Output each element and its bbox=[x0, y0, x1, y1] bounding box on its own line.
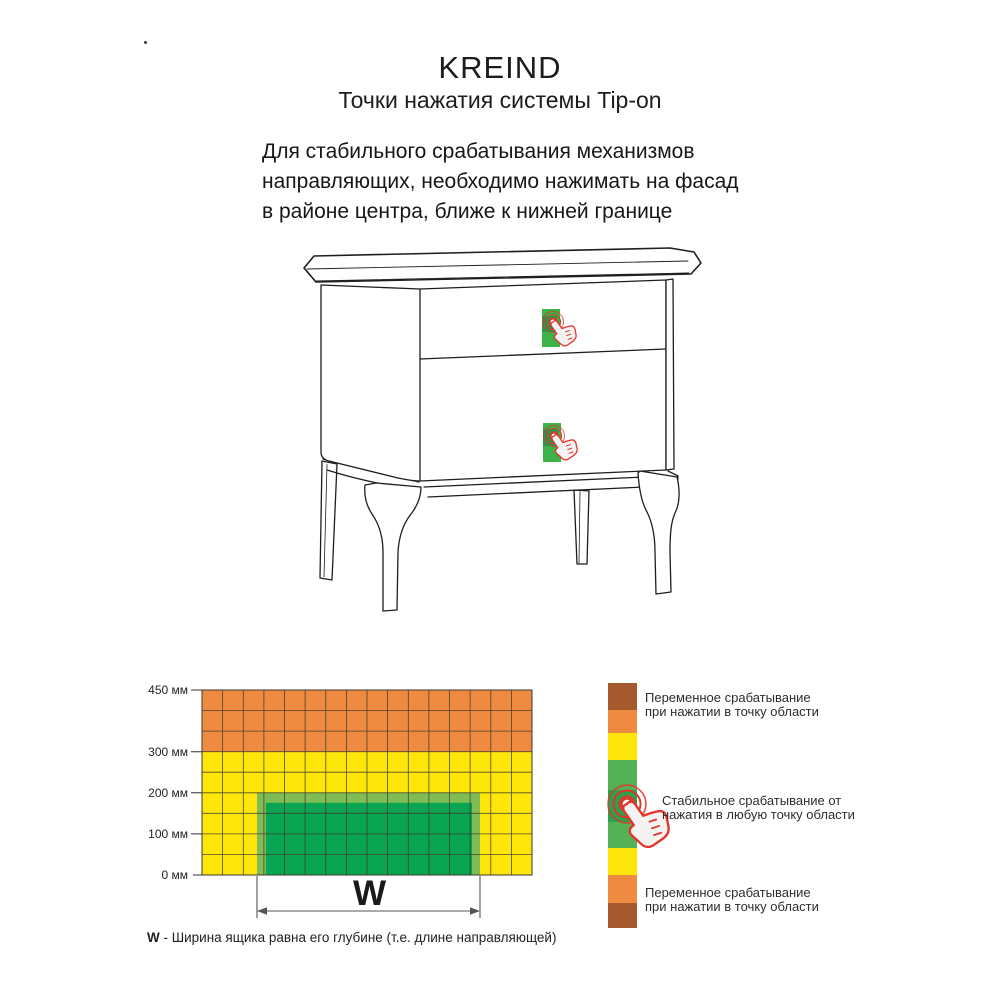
furniture-back-left-leg bbox=[320, 461, 337, 580]
legend-item-line: Стабильное срабатывание от bbox=[662, 793, 842, 808]
w-caption-bold: W bbox=[147, 930, 160, 945]
legend-segment-brown-top bbox=[608, 683, 637, 710]
y-tick-0: 0 мм bbox=[161, 868, 188, 882]
legend-item-line: при нажатии в точку области bbox=[645, 703, 819, 719]
legend-segment-yellow-bottom bbox=[608, 848, 637, 875]
legend-item-variable-bottom bbox=[645, 886, 819, 913]
legend-item-line: Переменное срабатывание bbox=[645, 885, 811, 900]
w-caption bbox=[147, 930, 577, 945]
legend-segment-yellow-top bbox=[608, 733, 637, 760]
furniture-back-right-leg bbox=[574, 490, 589, 564]
intro-line-1: Для стабильного срабатывания механизмов bbox=[262, 140, 695, 163]
furniture-front-right-leg bbox=[638, 471, 679, 594]
intro-line-2: направляющих, необходимо нажимать на фасад bbox=[262, 170, 739, 193]
legend-segment-orange-top bbox=[608, 710, 637, 733]
legend-item-line: при нажатии в точку области bbox=[645, 898, 819, 914]
page-title: KREIND bbox=[438, 50, 562, 85]
y-tick-450: 450 мм bbox=[148, 683, 188, 697]
arrow-left-icon bbox=[257, 907, 267, 915]
legend-segment-orange-bottom bbox=[608, 875, 637, 903]
width-dimension-label: W bbox=[352, 874, 387, 913]
legend-item-stable bbox=[662, 794, 855, 821]
y-tick-100: 100 мм bbox=[148, 827, 188, 841]
legend-item-line: нажатия в любую точку области bbox=[662, 806, 855, 822]
y-tick-200: 200 мм bbox=[148, 786, 188, 800]
axis-tick-marks bbox=[191, 690, 202, 875]
furniture-right-edge bbox=[666, 279, 674, 470]
intro-line-3: в районе центра, ближе к нижней границе bbox=[262, 200, 673, 223]
furniture-front-left-leg bbox=[365, 483, 421, 611]
legend-segment-brown-bottom bbox=[608, 903, 637, 928]
y-tick-300: 300 мм bbox=[148, 745, 188, 759]
legend-item-variable-top bbox=[645, 691, 819, 718]
furniture-drawing bbox=[304, 248, 701, 611]
furniture-body bbox=[321, 280, 666, 481]
w-caption-text: - Ширина ящика равна его глубине (т.е. длине направляющей) bbox=[159, 930, 557, 945]
arrow-right-icon bbox=[470, 907, 480, 915]
legend-item-line: Переменное срабатывание bbox=[645, 690, 811, 705]
page-subtitle: Точки нажатия системы Tip-on bbox=[338, 87, 662, 113]
